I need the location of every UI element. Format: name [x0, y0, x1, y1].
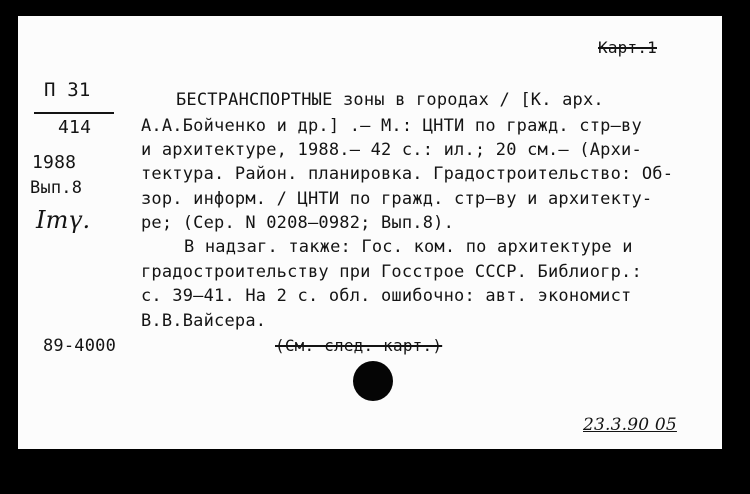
card-number-note: Карт.1	[598, 38, 657, 57]
entry-line-4: тектура. Район. планировка. Градостроительство: Об-	[141, 164, 674, 184]
issue-number: Вып.8	[30, 178, 83, 198]
date-stamp: 23.3.90 05	[583, 415, 677, 435]
entry-line-1: БЕСТРАНСПОРТНЫЕ зоны в городах / [К. арх.	[176, 90, 604, 110]
accession-number: 89-4000	[43, 336, 117, 356]
call-number-bottom: 414	[58, 117, 92, 138]
call-number-top: П 31	[44, 79, 91, 101]
publication-year: 1988	[32, 152, 77, 173]
entry-line-6: ре; (Сер. N 0208–0982; Вып.8).	[141, 213, 455, 233]
punch-hole	[353, 361, 393, 401]
entry-line-3: и архитектуре, 1988.– 42 с.: ил.; 20 см.– (Архи-	[141, 140, 642, 160]
note-line-1: В надзаг. также: Гос. ком. по архитектуре и	[184, 237, 633, 257]
handwritten-mark: Ітү.	[36, 206, 91, 234]
call-number-divider	[34, 112, 114, 114]
note-line-2: градостроительству при Госстрое СССР. Библиогр.:	[141, 262, 642, 282]
see-next-card-note: (См. след. карт.)	[275, 336, 443, 355]
entry-line-2: А.А.Бойченко и др.] .– М.: ЦНТИ по гражд. стр–ву	[141, 116, 642, 136]
note-line-3: с. 39–41. На 2 с. обл. ошибочно: авт. экономист	[141, 286, 632, 306]
entry-line-5: зор. информ. / ЦНТИ по гражд. стр–ву и архитекту-	[141, 189, 653, 209]
catalog-card	[18, 16, 722, 449]
note-line-4: В.В.Вайсера.	[141, 311, 267, 331]
